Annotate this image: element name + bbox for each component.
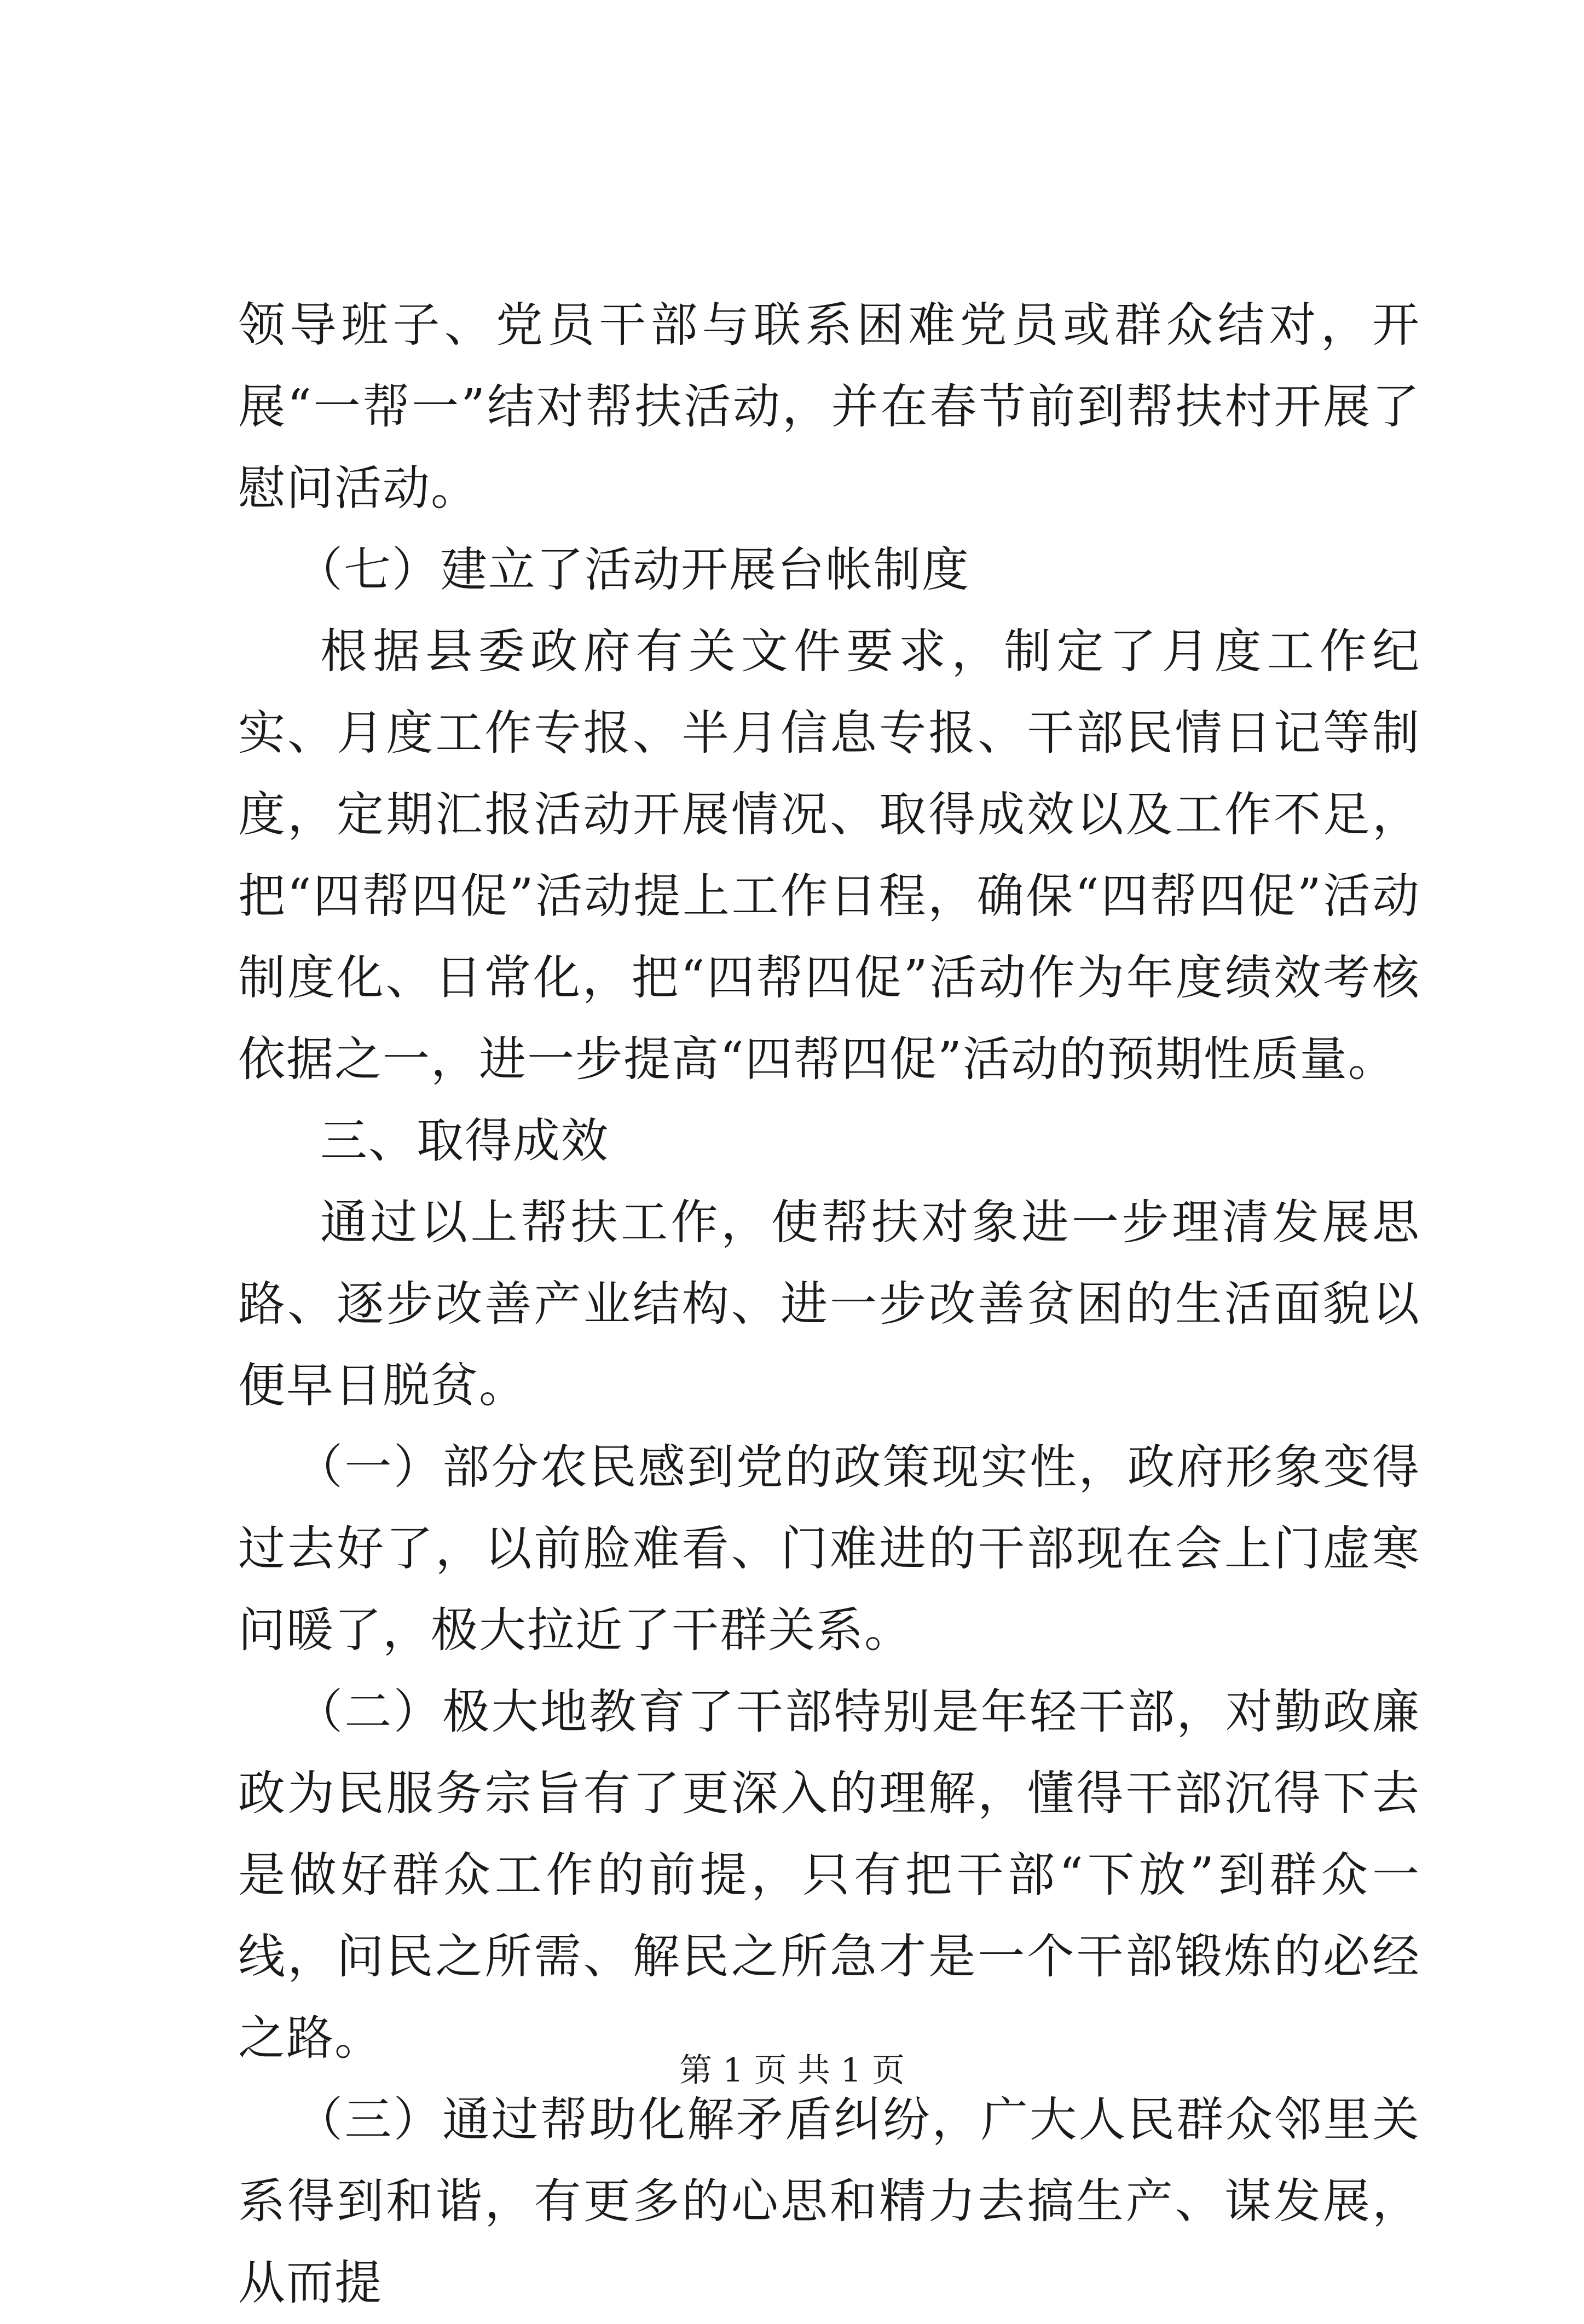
section-heading-results: 三、取得成效 bbox=[320, 1114, 609, 1168]
document-body bbox=[238, 285, 1420, 2324]
paragraph-ledger-system: 根据县委政府有关文件要求，制定了月度工作纪实、月度工作专报、半月信息专报、干部民情日记等制度，定期汇报活动开展情况、取得成效以及工作不足，把“四帮四促”活动提上工作日程，确保“四帮四促”活动制度化、日常化，把“四帮四促”活动作为年度绩效考核依据之一，进一步提高“四帮四促”活动的预期性质量。 bbox=[238, 624, 1420, 1087]
section-subheading-7: （七）建立了活动开展台帐制度 bbox=[296, 543, 970, 597]
paragraph-result-2: （二）极大地教育了干部特别是年轻干部，对勤政廉政为民服务宗旨有了更深入的理解，懂得干部沉得下去是做好群众工作的前提，只有把干部“下放”到群众一线，问民之所需、解民之所急才是一个干部锻炼的必经之路。 bbox=[238, 1685, 1420, 2066]
paragraph-continuation: 领导班子、党员干部与联系困难党员或群众结对，开展“一帮一”结对帮扶活动，并在春节前到帮扶村开展了慰问活动。 bbox=[238, 298, 1420, 516]
paragraph-result-3: （三）通过帮助化解矛盾纠纷，广大人民群众邻里关系得到和谐，有更多的心思和精力去搞生产、谋发展，从而提 bbox=[238, 2092, 1420, 2310]
paragraph-result-1: （一）部分农民感到党的政策现实性，政府形象变得过去好了，以前脸难看、门难进的干部现在会上门虚寒问暖了，极大拉近了干群关系。 bbox=[238, 1440, 1420, 1658]
paragraph-results-intro: 通过以上帮扶工作，使帮扶对象进一步理清发展思路、逐步改善产业结构、进一步改善贫困的生活面貌以便早日脱贫。 bbox=[238, 1195, 1420, 1413]
page-footer: 第 1 页 共 1 页 bbox=[679, 2051, 905, 2090]
